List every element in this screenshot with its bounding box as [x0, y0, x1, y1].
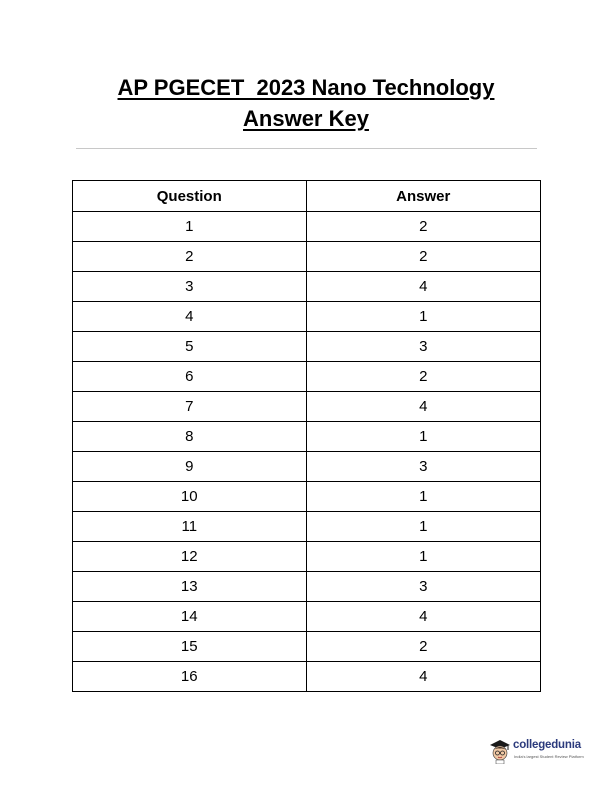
table-header-row [73, 181, 541, 212]
answer-cell: 3 [306, 332, 540, 362]
answer-cell: 1 [306, 542, 540, 572]
table-row [73, 602, 541, 632]
answer-cell: 3 [306, 452, 540, 482]
question-number-cell: 4 [73, 302, 307, 332]
answer-cell: 1 [306, 422, 540, 452]
question-number-cell: 13 [73, 572, 307, 602]
table-row [73, 392, 541, 422]
question-number-cell: 7 [73, 392, 307, 422]
table-row [73, 272, 541, 302]
answer-cell: 4 [306, 392, 540, 422]
table-row [73, 662, 541, 692]
answer-cell: 2 [306, 362, 540, 392]
table-row [73, 512, 541, 542]
table-row [73, 452, 541, 482]
table-row [73, 542, 541, 572]
brand-tagline: India's largest Student Review Platform [514, 754, 584, 759]
column-header-question: Question [73, 181, 307, 212]
question-number-cell: 8 [73, 422, 307, 452]
answer-cell: 1 [306, 482, 540, 512]
answer-cell: 3 [306, 572, 540, 602]
table-row [73, 302, 541, 332]
collegedunia-logo [488, 736, 592, 768]
answer-cell: 4 [306, 272, 540, 302]
answer-cell: 2 [306, 242, 540, 272]
student-mascot-icon [488, 738, 512, 764]
question-number-cell: 12 [73, 542, 307, 572]
answer-cell: 4 [306, 662, 540, 692]
table-row [73, 572, 541, 602]
title-line-2: Answer Key [243, 106, 369, 131]
question-number-cell: 16 [73, 662, 307, 692]
answer-cell: 4 [306, 602, 540, 632]
question-number-cell: 5 [73, 332, 307, 362]
question-number-cell: 14 [73, 602, 307, 632]
table-row [73, 332, 541, 362]
question-number-cell: 11 [73, 512, 307, 542]
question-number-cell: 9 [73, 452, 307, 482]
question-number-cell: 6 [73, 362, 307, 392]
column-header-answer: Answer [306, 181, 540, 212]
answer-cell: 1 [306, 302, 540, 332]
title-line-1: AP PGECET 2023 Nano Technology [117, 75, 495, 100]
table-row [73, 362, 541, 392]
answer-cell: 1 [306, 512, 540, 542]
question-number-cell: 3 [73, 272, 307, 302]
question-number-cell: 10 [73, 482, 307, 512]
table-row [73, 422, 541, 452]
answer-cell: 2 [306, 632, 540, 662]
page-title [0, 72, 612, 134]
table-row [73, 242, 541, 272]
answer-cell: 2 [306, 212, 540, 242]
brand-name: collegedunia [513, 739, 581, 751]
table-row [73, 482, 541, 512]
question-number-cell: 2 [73, 242, 307, 272]
table-row [73, 632, 541, 662]
question-number-cell: 15 [73, 632, 307, 662]
answer-key-table [72, 180, 541, 692]
horizontal-divider [76, 148, 537, 149]
table-row [73, 212, 541, 242]
question-number-cell: 1 [73, 212, 307, 242]
